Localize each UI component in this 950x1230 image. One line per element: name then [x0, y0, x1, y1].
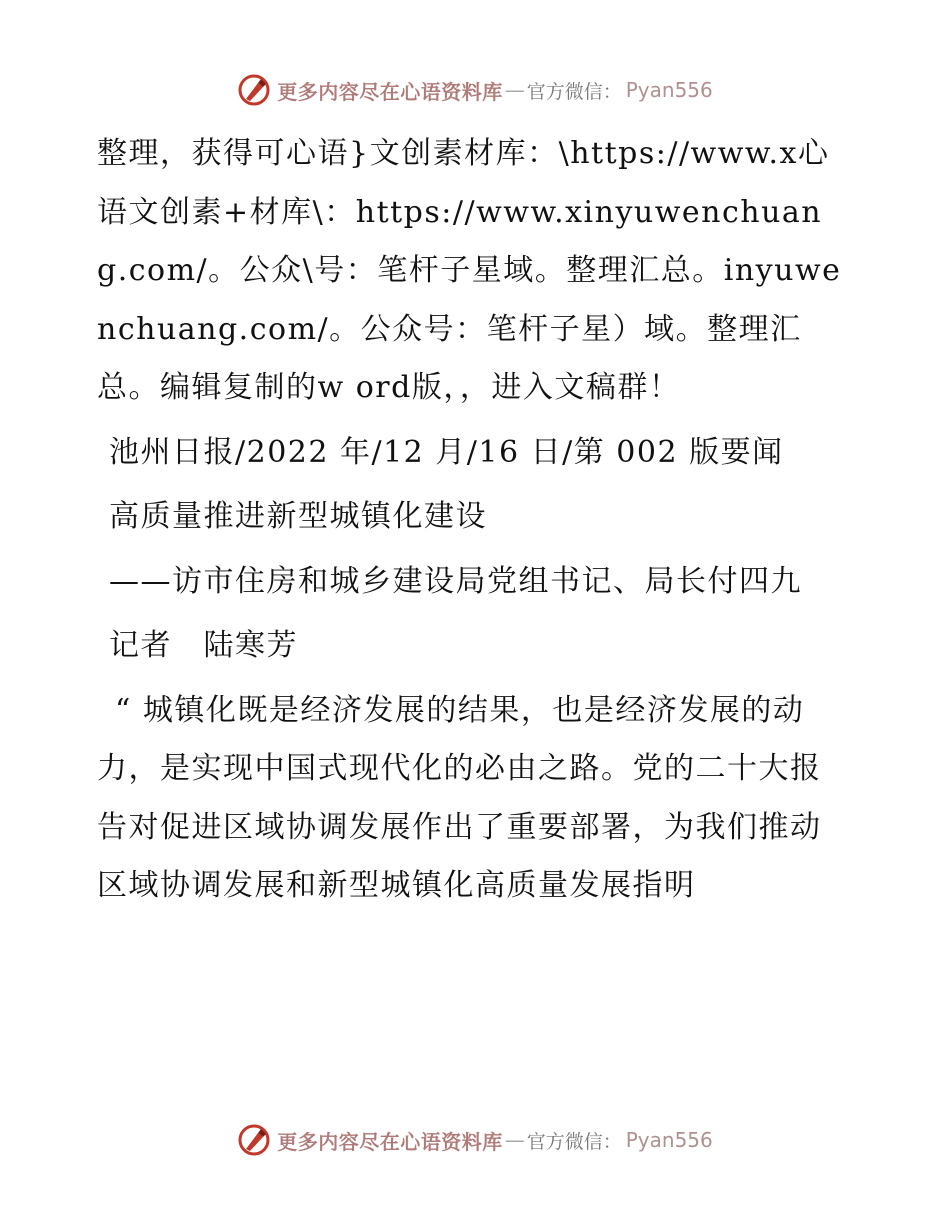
byline: 记者 陆寒芳 [109, 628, 298, 663]
lead-paragraph: “ 城镇化既是经济发展的结果，也是经济发展的动力，是实现中国式现代化的必由之路。党的二十大报告对促进区域协调发展作出了重要部署，为我们推动区域协调发展和新型城镇化高质量发展指明 [97, 692, 822, 903]
pen-nib-logo-icon [237, 73, 271, 107]
banner-text: 更多内容尽在心语资料库 [277, 1129, 503, 1154]
banner-separator: — [504, 1128, 525, 1152]
banner-text: 更多内容尽在心语资料库 [277, 79, 503, 104]
wechat-id: Pyan556 [625, 1128, 713, 1152]
wechat-label: 官方微信： [526, 1130, 622, 1153]
banner-separator: — [504, 78, 525, 102]
intro-paragraph: 整理，获得可心语}文创素材库：\https://www.x心语文创素+材库\：https://www.xinyuwenchuang.com/。公众\号：笔杆子星域。整理汇总。inyuwenchuang.com/。公众号：笔杆子星）域。整理汇总。编辑复制的w ord版，，进入文稿群！ [97, 136, 842, 405]
source-line: 池州日报/2022 年/12 月/16 日/第 002 版要闻 [109, 434, 784, 470]
document-body [97, 125, 849, 922]
headline: 高质量推进新型城镇化建设 [109, 499, 487, 534]
pen-nib-logo-icon [237, 1123, 271, 1157]
header-banner [0, 70, 950, 110]
footer-banner [0, 1120, 950, 1160]
subheadline: ——访市住房和城乡建设局党组书记、局长付四九 [109, 563, 802, 599]
wechat-label: 官方微信： [526, 80, 622, 103]
wechat-id: Pyan556 [625, 78, 713, 102]
